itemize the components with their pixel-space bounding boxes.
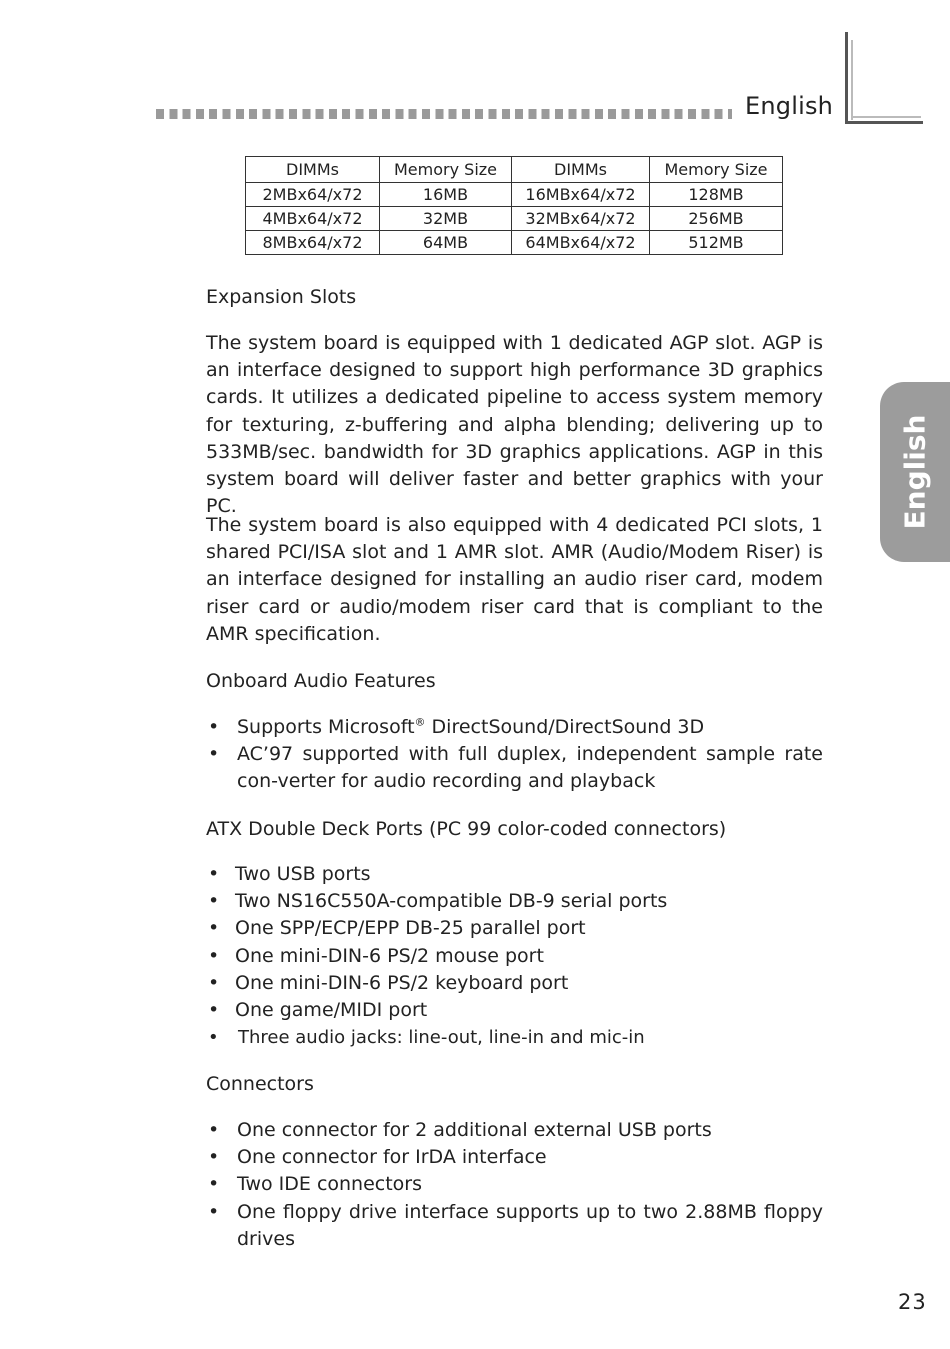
header-language-label: English xyxy=(745,92,834,120)
registered-mark: ® xyxy=(414,715,426,729)
memory-size-table xyxy=(245,156,783,255)
list-item xyxy=(206,970,823,997)
atx-ports-list xyxy=(206,861,823,1051)
table-cell: 2MBx64/x72 xyxy=(246,183,380,207)
list-item-text: One connector for IrDA interface xyxy=(237,1146,547,1169)
list-item-text: One mini-DIN-6 PS/2 keyboard port xyxy=(235,971,569,994)
list-item-text: One SPP/ECP/EPP DB-25 parallel port xyxy=(235,917,586,940)
table-cell: 64MB xyxy=(380,231,512,255)
table-cell: 8MBx64/x72 xyxy=(246,231,380,255)
list-item xyxy=(206,1171,823,1198)
page-number: 23 xyxy=(898,1290,927,1314)
list-item xyxy=(206,943,823,970)
list-item-text: One game/MIDI port xyxy=(235,999,428,1022)
list-item-text: Three audio jacks: line-out, line-in and mic-in xyxy=(238,1027,645,1049)
list-item-text: AC’97 supported with full duplex, independent sample rate con-verter for audio recording and playback xyxy=(237,743,823,793)
bullet-icon: • xyxy=(208,999,220,1022)
list-item-text: One connector for 2 additional external USB ports xyxy=(237,1119,712,1141)
table-cell: 16MB xyxy=(380,183,512,207)
list-item xyxy=(206,1144,823,1171)
table-header-cell: DIMMs xyxy=(512,157,650,183)
list-item-text: One floppy drive interface supports up to two 2.88MB floppy drives xyxy=(237,1200,823,1250)
expansion-slots-paragraph-pci: The system board is also equipped with 4 dedicated PCI slots, 1 shared PCI/ISA slot and 1 AMR slot. AMR (Audio/Modem Riser) is an interface designed for installing an audio riser card, modem riser card or audio/modem riser card that is compliant to the AMR specification. xyxy=(206,514,823,645)
list-item-text: One mini-DIN-6 PS/2 mouse port xyxy=(235,944,544,967)
list-item xyxy=(206,861,823,888)
list-item-text: Supports Microsoft xyxy=(237,716,415,738)
bullet-icon: • xyxy=(208,863,220,885)
bullet-icon: • xyxy=(208,1027,219,1049)
corner-mark-vertical xyxy=(845,32,848,124)
table-header-row xyxy=(246,157,783,183)
language-side-tab-label: English xyxy=(898,414,932,530)
atx-ports-heading: ATX Double Deck Ports (PC 99 color-coded connectors) xyxy=(206,818,727,840)
bullet-icon: • xyxy=(208,716,220,738)
table-cell: 32MBx64/x72 xyxy=(512,207,650,231)
table-cell: 512MB xyxy=(650,231,783,255)
corner-mark-horizontal-shadow xyxy=(851,116,921,118)
bullet-icon: • xyxy=(208,1200,220,1223)
list-item xyxy=(206,915,823,942)
table-row xyxy=(246,207,783,231)
list-item-text: DirectSound/DirectSound 3D xyxy=(425,716,705,738)
bullet-icon: • xyxy=(208,743,220,766)
bullet-icon: • xyxy=(208,1173,220,1196)
list-item-text: Two IDE connectors xyxy=(237,1173,423,1196)
table-header-cell: DIMMs xyxy=(246,157,380,183)
bullet-icon: • xyxy=(208,1146,220,1169)
list-item-text: Two USB ports xyxy=(235,863,371,885)
corner-mark-vertical-shadow xyxy=(851,40,853,120)
list-item xyxy=(206,997,823,1024)
connectors-heading: Connectors xyxy=(206,1073,314,1095)
expansion-slots-paragraph-agp: The system board is equipped with 1 dedicated AGP slot. AGP is an interface designed to support high performance 3D graphics cards. It utilizes a dedicated pipeline to access system memory for texturing, z-buffering and alpha blending; delivering up to 533MB/sec. bandwidth for 3D graphics applications. AGP in this system board will deliver faster and better graphics with your PC. xyxy=(206,332,823,518)
list-item xyxy=(206,714,823,741)
table-cell: 32MB xyxy=(380,207,512,231)
list-item xyxy=(206,741,823,795)
table-cell: 64MBx64/x72 xyxy=(512,231,650,255)
list-item-text: Two NS16C550A-compatible DB-9 serial ports xyxy=(235,890,668,913)
table-header-cell: Memory Size xyxy=(380,157,512,183)
audio-features-list xyxy=(206,714,823,796)
table-header-cell: Memory Size xyxy=(650,157,783,183)
corner-mark-horizontal xyxy=(845,121,923,124)
table-cell: 128MB xyxy=(650,183,783,207)
table-cell: 4MBx64/x72 xyxy=(246,207,380,231)
bullet-icon: • xyxy=(208,890,220,913)
bullet-icon: • xyxy=(208,971,220,994)
list-item xyxy=(206,1024,823,1051)
list-item xyxy=(206,1117,823,1144)
expansion-slots-heading: Expansion Slots xyxy=(206,286,357,308)
bullet-icon: • xyxy=(208,944,220,967)
table-cell: 16MBx64/x72 xyxy=(512,183,650,207)
list-item xyxy=(206,888,823,915)
connectors-list xyxy=(206,1117,823,1253)
table-cell: 256MB xyxy=(650,207,783,231)
table-row xyxy=(246,231,783,255)
bullet-icon: • xyxy=(208,917,220,940)
list-item xyxy=(206,1199,823,1253)
bullet-icon: • xyxy=(208,1119,220,1141)
header-dotted-rule xyxy=(156,109,732,119)
audio-features-heading: Onboard Audio Features xyxy=(206,670,436,692)
table-row xyxy=(246,183,783,207)
